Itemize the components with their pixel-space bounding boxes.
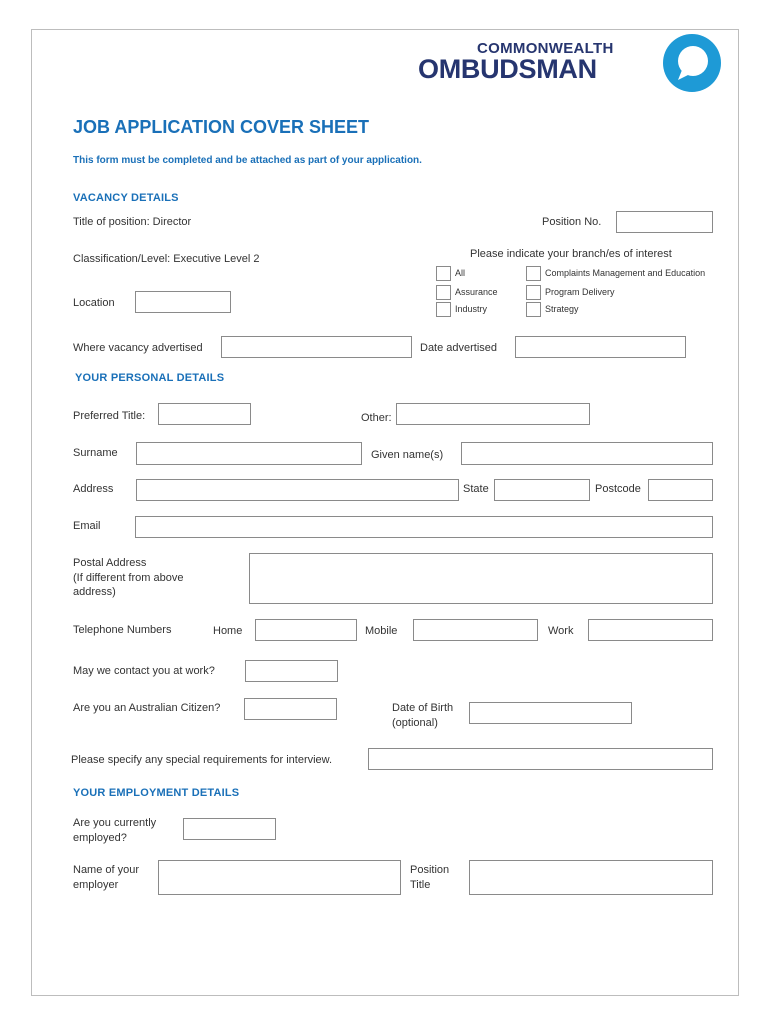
section-heading-vacancy: VACANCY DETAILS xyxy=(73,192,179,204)
citizen-field[interactable] xyxy=(244,698,337,720)
state-label: State xyxy=(463,483,489,495)
dob-label-line2: (optional) xyxy=(392,717,438,729)
branch-label-program-delivery: Program Delivery xyxy=(545,287,615,297)
branch-checkbox-industry[interactable] xyxy=(436,302,451,317)
branch-checkbox-complaints[interactable] xyxy=(526,266,541,281)
where-advertised-field[interactable] xyxy=(221,336,412,358)
postal-address-label-line2: (If different from above xyxy=(73,572,184,584)
position-title-label-line1: Position xyxy=(410,864,450,876)
mobile-phone-label: Mobile xyxy=(365,625,398,637)
position-title-text: Title of position: Director xyxy=(73,216,192,228)
employer-field[interactable] xyxy=(158,860,401,895)
address-field[interactable] xyxy=(136,479,459,501)
postcode-label: Postcode xyxy=(595,483,641,495)
special-requirements-label: Please specify any special requirements for interview. xyxy=(71,754,333,766)
page-title: JOB APPLICATION COVER SHEET xyxy=(73,117,370,137)
employer-label-line2: employer xyxy=(73,879,119,891)
logo-text-ombudsman: OMBUDSMAN xyxy=(418,54,597,84)
currently-employed-label-line2: employed? xyxy=(73,832,127,844)
speech-bubble-logo-icon xyxy=(660,32,726,94)
dob-label-line1: Date of Birth xyxy=(392,702,454,714)
home-phone-field[interactable] xyxy=(255,619,357,641)
section-heading-personal: YOUR PERSONAL DETAILS xyxy=(75,372,225,384)
branch-label-complaints: Complaints Management and Education xyxy=(545,268,706,278)
intro-text: This form must be completed and be attached as part of your application. xyxy=(73,155,422,166)
other-title-field[interactable] xyxy=(396,403,590,425)
postcode-field[interactable] xyxy=(648,479,713,501)
surname-field[interactable] xyxy=(136,442,362,465)
given-names-label: Given name(s) xyxy=(371,449,444,461)
date-advertised-field[interactable] xyxy=(515,336,686,358)
branch-checkbox-strategy[interactable] xyxy=(526,302,541,317)
branch-checkbox-assurance[interactable] xyxy=(436,285,451,300)
surname-label: Surname xyxy=(73,447,118,459)
citizen-label: Are you an Australian Citizen? xyxy=(73,702,221,714)
home-phone-label: Home xyxy=(213,625,243,637)
email-field[interactable] xyxy=(135,516,713,538)
logo-text-commonwealth: COMMONWEALTH xyxy=(477,40,614,57)
branch-prompt: Please indicate your branch/es of interest xyxy=(470,248,672,260)
email-label: Email xyxy=(73,520,101,532)
classification-text: Classification/Level: Executive Level 2 xyxy=(73,253,260,265)
branch-label-assurance: Assurance xyxy=(455,287,498,297)
branch-label-all: All xyxy=(455,268,466,278)
branch-label-strategy: Strategy xyxy=(545,304,579,314)
contact-at-work-field[interactable] xyxy=(245,660,338,682)
telephone-label: Telephone Numbers xyxy=(73,624,172,636)
branch-checkbox-program-delivery[interactable] xyxy=(526,285,541,300)
preferred-title-field[interactable] xyxy=(158,403,251,425)
position-no-label: Position No. xyxy=(542,216,602,228)
branch-label-industry: Industry xyxy=(455,304,488,314)
branch-checkbox-all[interactable] xyxy=(436,266,451,281)
form-page xyxy=(31,29,739,996)
location-label: Location xyxy=(73,297,115,309)
address-label: Address xyxy=(73,483,114,495)
mobile-phone-field[interactable] xyxy=(413,619,538,641)
state-field[interactable] xyxy=(494,479,590,501)
other-title-label: Other: xyxy=(361,412,392,424)
position-title-field[interactable] xyxy=(469,860,713,895)
location-field[interactable] xyxy=(135,291,231,313)
position-title-label-line2: Title xyxy=(410,879,431,891)
work-phone-field[interactable] xyxy=(588,619,713,641)
special-requirements-field[interactable] xyxy=(368,748,713,770)
preferred-title-label: Preferred Title: xyxy=(73,410,146,422)
given-names-field[interactable] xyxy=(461,442,713,465)
postal-address-label-line3: address) xyxy=(73,586,116,598)
currently-employed-label-line1: Are you currently xyxy=(73,817,157,829)
where-advertised-label: Where vacancy advertised xyxy=(73,342,203,354)
dob-field[interactable] xyxy=(469,702,632,724)
contact-at-work-label: May we contact you at work? xyxy=(73,665,215,677)
employer-label-line1: Name of your xyxy=(73,864,140,876)
postal-address-field[interactable] xyxy=(249,553,713,604)
section-heading-employment: YOUR EMPLOYMENT DETAILS xyxy=(73,787,240,799)
work-phone-label: Work xyxy=(548,625,574,637)
currently-employed-field[interactable] xyxy=(183,818,276,840)
position-no-field[interactable] xyxy=(616,211,713,233)
date-advertised-label: Date advertised xyxy=(420,342,498,354)
postal-address-label-line1: Postal Address xyxy=(73,557,147,569)
